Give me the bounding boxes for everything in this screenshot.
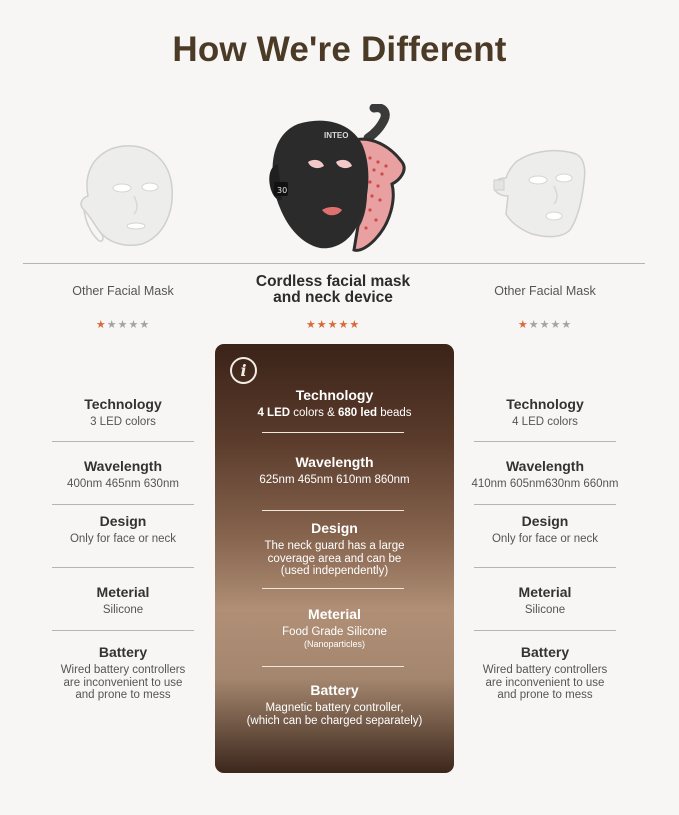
star-filled-icon: ★ xyxy=(316,319,328,331)
star-empty-icon: ★ xyxy=(128,319,140,331)
star-filled-icon: ★ xyxy=(327,319,339,331)
card-divider xyxy=(262,588,404,589)
star-empty-icon: ★ xyxy=(139,319,151,331)
center-material-value: Food Grade Silicone xyxy=(282,626,387,638)
center-material-sub: (Nanoparticles) xyxy=(303,638,366,649)
header-divider xyxy=(23,263,645,264)
page-title: How We're Different xyxy=(172,30,507,69)
star-filled-icon: ★ xyxy=(95,319,107,331)
left-technology-value: 3 LED colors xyxy=(90,416,156,428)
left-battery-line: Wired battery controllers xyxy=(60,664,186,676)
right-material-value: Silicone xyxy=(524,604,566,616)
left-technology xyxy=(28,396,218,429)
star-empty-icon: ★ xyxy=(561,319,573,331)
right-battery xyxy=(450,644,640,702)
left-wavelength-value: 400nm 465nm 630nm xyxy=(67,478,179,490)
center-technology-heading: Technology xyxy=(295,387,374,403)
center-wavelength-value: 625nm 465nm 610nm 860nm xyxy=(259,474,410,486)
left-column-name: Other Facial Mask xyxy=(72,284,174,298)
center-wavelength xyxy=(215,454,454,487)
right-star-rating xyxy=(450,318,640,331)
right-battery-line: are inconvenient to use xyxy=(485,676,605,689)
center-design-heading: Design xyxy=(311,520,358,536)
center-battery-heading: Battery xyxy=(310,682,359,698)
center-design-line: The neck guard has a large xyxy=(264,540,405,552)
right-technology-value: 4 LED colors xyxy=(512,416,578,428)
star-filled-icon: ★ xyxy=(338,319,350,331)
center-column-name xyxy=(220,274,446,306)
center-name-line-2: and neck device xyxy=(273,289,393,306)
star-empty-icon: ★ xyxy=(117,319,129,331)
left-wavelength-heading: Wavelength xyxy=(83,458,163,474)
left-divider xyxy=(52,567,194,568)
info-icon: i xyxy=(230,357,257,384)
right-battery-heading: Battery xyxy=(520,644,570,660)
center-design-line: (used independently) xyxy=(280,565,389,577)
star-empty-icon: ★ xyxy=(528,319,540,331)
center-design xyxy=(215,520,454,578)
left-material xyxy=(28,584,218,617)
left-divider xyxy=(52,441,194,442)
center-technology xyxy=(215,387,454,420)
left-battery-heading: Battery xyxy=(98,644,148,660)
brand-logo: INTEO xyxy=(324,131,349,140)
center-material xyxy=(215,606,454,650)
right-design-value: Only for face or neck xyxy=(491,533,599,545)
card-divider xyxy=(262,666,404,667)
highlight-card xyxy=(215,344,454,773)
center-name-line-1: Cordless facial mask xyxy=(255,273,411,290)
right-divider xyxy=(474,504,616,505)
star-filled-icon: ★ xyxy=(517,319,529,331)
left-design-heading: Design xyxy=(99,513,147,529)
right-divider xyxy=(474,441,616,442)
center-battery xyxy=(215,682,454,727)
right-material xyxy=(450,584,640,617)
center-wavelength-heading: Wavelength xyxy=(295,454,374,470)
right-battery-line: Wired battery controllers xyxy=(482,664,608,676)
right-divider xyxy=(474,630,616,631)
center-battery-line: Magnetic battery controller, xyxy=(265,702,404,714)
left-design xyxy=(28,513,218,546)
right-wavelength xyxy=(450,458,640,491)
card-divider xyxy=(262,510,404,511)
right-technology xyxy=(450,396,640,429)
right-column-name: Other Facial Mask xyxy=(494,284,596,298)
right-material-heading: Meterial xyxy=(518,584,572,600)
led-face-neck-mask-image xyxy=(262,104,414,254)
center-technology-value: 4 LED colors & 680 led beads xyxy=(257,407,412,419)
left-technology-heading: Technology xyxy=(84,396,162,412)
right-battery-line: and prone to mess xyxy=(497,689,593,701)
white-face-mask-image xyxy=(72,140,182,250)
right-design-heading: Design xyxy=(521,513,569,529)
card-divider xyxy=(262,432,404,433)
right-wavelength-heading: Wavelength xyxy=(505,458,585,474)
star-empty-icon: ★ xyxy=(106,319,118,331)
left-battery-line: are inconvenient to use xyxy=(63,676,183,689)
right-divider xyxy=(474,567,616,568)
left-material-heading: Meterial xyxy=(96,584,150,600)
left-divider xyxy=(52,630,194,631)
left-divider xyxy=(52,504,194,505)
star-empty-icon: ★ xyxy=(550,319,562,331)
center-battery-line: (which can be charged separately) xyxy=(246,714,423,727)
star-filled-icon: ★ xyxy=(349,319,361,331)
left-material-value: Silicone xyxy=(102,604,144,616)
star-filled-icon: ★ xyxy=(305,319,317,331)
timer-display: 30 xyxy=(277,186,288,195)
left-star-rating xyxy=(28,318,218,331)
center-star-rating xyxy=(220,318,446,331)
star-empty-icon: ★ xyxy=(539,319,551,331)
white-face-mask-side-image xyxy=(488,142,592,242)
left-battery xyxy=(28,644,218,702)
center-material-heading: Meterial xyxy=(308,606,361,622)
right-design xyxy=(450,513,640,546)
right-technology-heading: Technology xyxy=(506,396,584,412)
left-battery-line: and prone to mess xyxy=(75,689,171,701)
left-wavelength xyxy=(28,458,218,491)
left-design-value: Only for face or neck xyxy=(69,533,177,545)
right-wavelength-value: 410nm 605nm630nm 660nm xyxy=(471,478,619,490)
center-design-line: coverage area and can be xyxy=(267,552,402,565)
